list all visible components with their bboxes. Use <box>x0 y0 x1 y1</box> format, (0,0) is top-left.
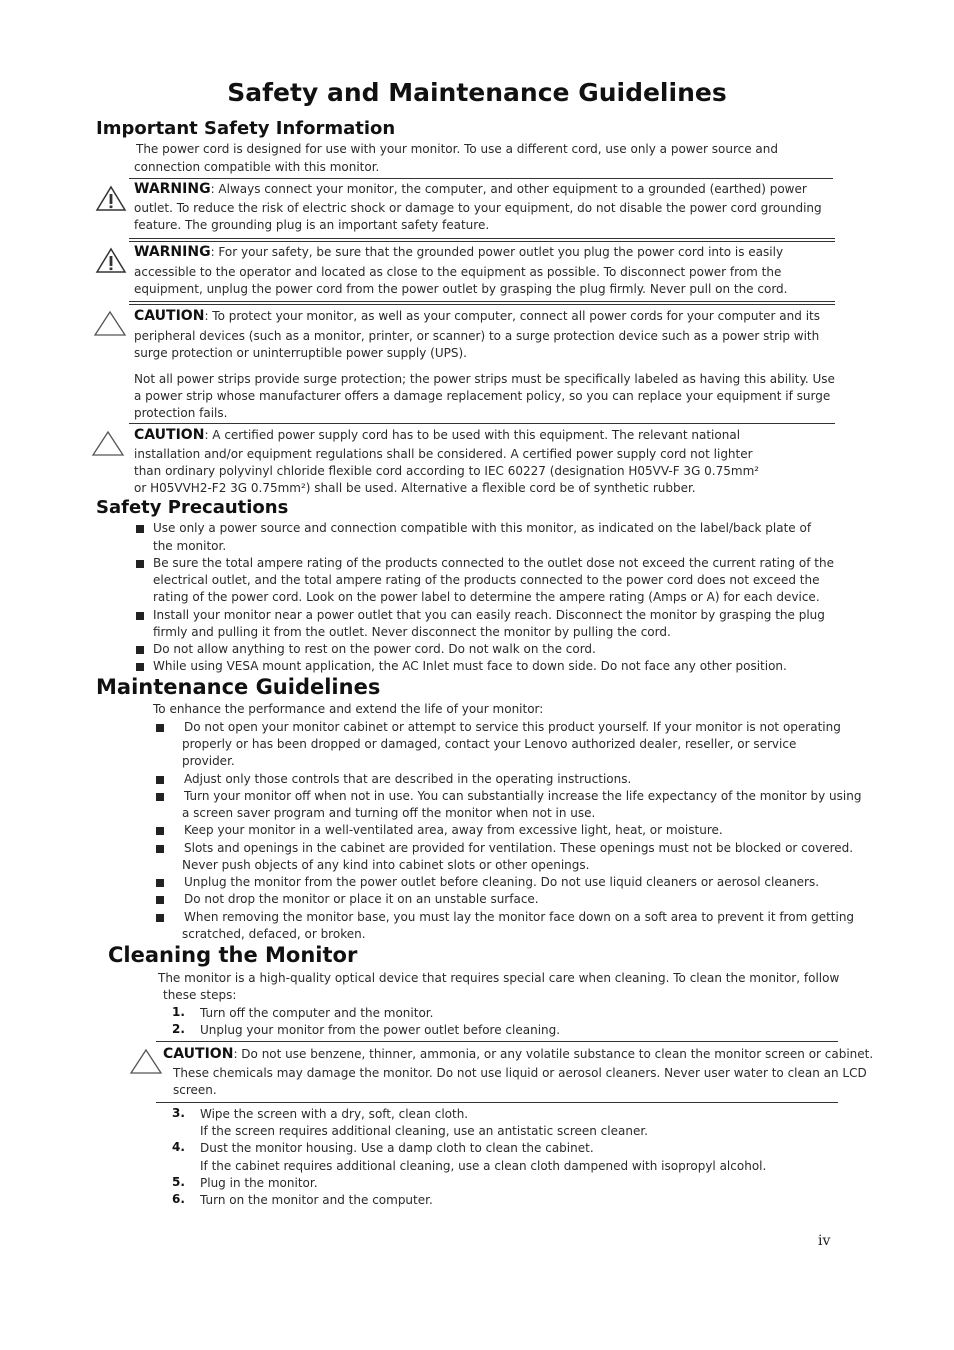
step-text: Unplug your monitor from the power outlet before cleaning. <box>200 1023 561 1037</box>
caution-text: These chemicals may damage the monitor. Do not use liquid or aerosol cleaners. Never user water to clean an LCD <box>173 1066 867 1080</box>
step-text: Plug in the monitor. <box>200 1176 318 1190</box>
step-text: Turn on the monitor and the computer. <box>200 1193 433 1207</box>
warning-text: outlet. To reduce the risk of electric shock or damage to your equipment, do not disable the power cord grounding <box>134 201 822 215</box>
step-number: 4. <box>172 1140 185 1154</box>
cleaning-heading: Cleaning the Monitor <box>108 943 358 967</box>
caution-label: CAUTION <box>134 308 205 324</box>
bullet-icon <box>136 525 144 533</box>
step-number: 6. <box>172 1192 185 1206</box>
intro-line: connection compatible with this monitor. <box>134 160 380 174</box>
caution-text: protection fails. <box>134 406 228 420</box>
divider <box>156 1041 838 1042</box>
bullet-icon <box>156 793 164 801</box>
caution-text: or H05VVH2-F2 3G 0.75mm²) shall be used. Alternative a flexible cord be of synthetic rubber. <box>134 481 696 495</box>
divider <box>129 238 835 242</box>
cleaning-intro: these steps: <box>163 988 237 1002</box>
bullet-icon <box>156 879 164 887</box>
list-item: provider. <box>182 754 235 768</box>
step-number: 1. <box>172 1005 185 1019</box>
caution-label: CAUTION <box>134 427 205 443</box>
warning-label: WARNING <box>134 181 211 197</box>
list-item: Keep your monitor in a well-ventilated area, away from excessive light, heat, or moisture. <box>184 823 723 837</box>
list-item: Unplug the monitor from the power outlet before cleaning. Do not use liquid cleaners or aerosol cleaners. <box>184 875 820 889</box>
caution-text: a power strip whose manufacturer offers a damage replacement policy, so you can replace your equipment if surge <box>134 389 831 403</box>
caution-text: peripheral devices (such as a monitor, printer, or scanner) to a surge protection device such as a power strip with <box>134 329 820 343</box>
warning-text: WARNING: For your safety, be sure that the grounded power outlet you plug the power cord into is easily <box>134 244 784 260</box>
step-text: Turn off the computer and the monitor. <box>200 1006 434 1020</box>
list-item: When removing the monitor base, you must lay the monitor face down on a soft area to prevent it from getting <box>184 910 855 924</box>
divider <box>156 1102 838 1103</box>
caution-text: CAUTION: A certified power supply cord has to be used with this equipment. The relevant national <box>134 427 741 443</box>
caution-text: CAUTION: Do not use benzene, thinner, ammonia, or any volatile substance to clean the monitor screen or cabinet. <box>163 1046 874 1062</box>
bullet-icon <box>136 612 144 620</box>
list-item: Use only a power source and connection compatible with this monitor, as indicated on the label/back plate of <box>153 521 812 535</box>
warning-icon <box>95 185 127 212</box>
caution-text: than ordinary polyvinyl chloride flexible cord according to IEC 60227 (designation H05VV-F 3G 0.75mm² <box>134 464 760 478</box>
step-text: If the cabinet requires additional cleaning, use a clean cloth dampened with isopropyl alcohol. <box>200 1159 767 1173</box>
caution-icon <box>129 1048 163 1075</box>
divider <box>129 178 833 179</box>
safety-precautions-heading: Safety Precautions <box>96 497 289 518</box>
bullet-icon <box>136 646 144 654</box>
bullet-icon <box>136 663 144 671</box>
warning-text: equipment, unplug the power cord from the power outlet by grasping the plug firmly. Never pull on the cord. <box>134 282 788 296</box>
step-number: 3. <box>172 1106 185 1120</box>
caution-icon <box>93 310 127 337</box>
bullet-icon <box>156 827 164 835</box>
page-number: iv <box>818 1233 831 1249</box>
bullet-icon <box>156 914 164 922</box>
bullet-icon <box>156 776 164 784</box>
step-number: 5. <box>172 1175 185 1189</box>
divider <box>129 301 835 305</box>
warning-icon <box>95 247 127 274</box>
step-number: 2. <box>172 1022 185 1036</box>
list-item: scratched, defaced, or broken. <box>182 927 366 941</box>
bullet-icon <box>156 724 164 732</box>
step-text: Wipe the screen with a dry, soft, clean cloth. <box>200 1107 469 1121</box>
divider <box>129 423 835 424</box>
list-item: properly or has been dropped or damaged, contact your Lenovo authorized dealer, reseller, or service <box>182 737 797 751</box>
intro-line: The power cord is designed for use with your monitor. To use a different cord, use only a power source and <box>136 142 778 156</box>
caution-label: CAUTION <box>163 1046 234 1062</box>
caution-text: CAUTION: To protect your monitor, as well as your computer, connect all power cords for your computer and its <box>134 308 820 324</box>
list-item: Do not drop the monitor or place it on an unstable surface. <box>184 892 539 906</box>
page-title: Safety and Maintenance Guidelines <box>227 78 727 107</box>
maintenance-intro: To enhance the performance and extend the life of your monitor: <box>153 702 544 716</box>
step-text: Dust the monitor housing. Use a damp cloth to clean the cabinet. <box>200 1141 594 1155</box>
bullet-icon <box>156 896 164 904</box>
list-item: rating of the power cord. Look on the power label to determine the ampere rating (Amps or A) for each device. <box>153 590 820 604</box>
step-text: If the screen requires additional cleaning, use an antistatic screen cleaner. <box>200 1124 648 1138</box>
maintenance-heading: Maintenance Guidelines <box>96 675 381 699</box>
list-item: Slots and openings in the cabinet are provided for ventilation. These openings must not be blocked or covered. <box>184 841 854 855</box>
list-item: Do not allow anything to rest on the power cord. Do not walk on the cord. <box>153 642 596 656</box>
list-item: While using VESA mount application, the AC Inlet must face to down side. Do not face any other position. <box>153 659 787 673</box>
list-item: Install your monitor near a power outlet that you can easily reach. Disconnect the monitor by grasping the plug <box>153 608 825 622</box>
list-item: Do not open your monitor cabinet or attempt to service this product yourself. If your monitor is not operating <box>184 720 841 734</box>
list-item: Never push objects of any kind into cabinet slots or other openings. <box>182 858 590 872</box>
warning-label: WARNING <box>134 244 211 260</box>
warning-text: accessible to the operator and located as close to the equipment as possible. To disconnect power from the <box>134 265 782 279</box>
bullet-icon <box>136 560 144 568</box>
warning-text: feature. The grounding plug is an important safety feature. <box>134 218 490 232</box>
list-item: Adjust only those controls that are described in the operating instructions. <box>184 772 632 786</box>
bullet-icon <box>156 845 164 853</box>
list-item: Turn your monitor off when not in use. You can substantially increase the life expectancy of the monitor by using <box>184 789 862 803</box>
list-item: electrical outlet, and the total ampere rating of the products connected to the power cord does not exceed the <box>153 573 820 587</box>
list-item: the monitor. <box>153 539 227 553</box>
caution-text: screen. <box>173 1083 217 1097</box>
caution-text: installation and/or equipment regulations shall be considered. A certified power supply cord not lighter <box>134 447 753 461</box>
warning-text: WARNING: Always connect your monitor, the computer, and other equipment to a grounded (earthed) power <box>134 181 807 197</box>
important-safety-heading: Important Safety Information <box>96 118 396 139</box>
list-item: firmly and pulling it from the outlet. Never disconnect the monitor by pulling the cord. <box>153 625 671 639</box>
caution-text: surge protection or uninterruptible power supply (UPS). <box>134 346 467 360</box>
caution-icon <box>91 430 125 457</box>
list-item: Be sure the total ampere rating of the products connected to the outlet dose not exceed the current rating of the <box>153 556 834 570</box>
cleaning-intro: The monitor is a high-quality optical device that requires special care when cleaning. To clean the monitor, follow <box>158 971 840 985</box>
caution-text: Not all power strips provide surge protection; the power strips must be specifically labeled as having this ability. Use <box>134 372 835 386</box>
list-item: a screen saver program and turning off the monitor when not in use. <box>182 806 596 820</box>
